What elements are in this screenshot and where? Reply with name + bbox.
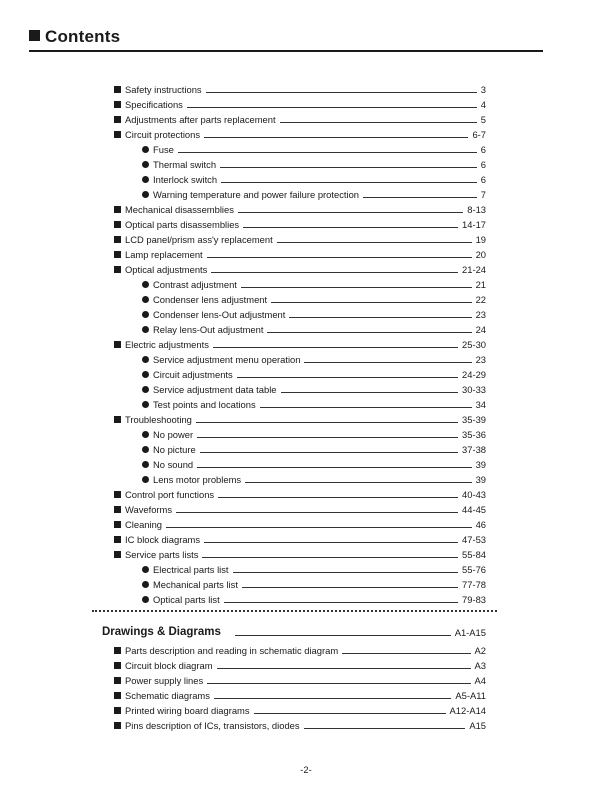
toc-entry-label: Waveforms bbox=[125, 504, 173, 515]
toc-entry-label: No power bbox=[153, 429, 194, 440]
toc-entry[interactable] bbox=[114, 335, 486, 350]
title-rule bbox=[29, 50, 543, 52]
square-bullet-icon bbox=[114, 86, 121, 93]
toc-entry-label: Schematic diagrams bbox=[125, 690, 210, 701]
square-bullet-icon bbox=[114, 251, 121, 258]
toc-entry-page: 39 bbox=[475, 474, 486, 485]
toc-entry[interactable] bbox=[114, 515, 486, 530]
toc-entry-label: Warning temperature and power failure protection bbox=[153, 189, 360, 200]
toc-entry-page: 6 bbox=[480, 174, 486, 185]
toc-entry[interactable] bbox=[114, 395, 486, 410]
toc-entry[interactable] bbox=[114, 290, 486, 305]
leader-line bbox=[211, 272, 458, 273]
toc-entry-label: Specifications bbox=[125, 99, 183, 110]
circle-bullet-icon bbox=[142, 356, 149, 363]
page-title bbox=[29, 27, 120, 51]
leader-line bbox=[243, 227, 458, 228]
toc-entry-label: Condenser lens-Out adjustment bbox=[153, 309, 286, 320]
leader-line bbox=[197, 437, 458, 438]
toc-entry-label: Lens motor problems bbox=[153, 474, 242, 485]
leader-line bbox=[218, 497, 458, 498]
square-bullet-icon bbox=[114, 506, 121, 513]
toc-entry[interactable] bbox=[114, 140, 486, 155]
toc-entry[interactable] bbox=[114, 80, 486, 95]
toc-entry[interactable] bbox=[114, 530, 486, 545]
toc-entry[interactable] bbox=[114, 500, 486, 515]
toc-entry[interactable] bbox=[114, 170, 486, 185]
drawings-title: Drawings & Diagrams bbox=[102, 626, 221, 638]
toc-entry-page: 22 bbox=[475, 294, 486, 305]
square-bullet-icon bbox=[114, 536, 121, 543]
toc-entry-page: 24 bbox=[475, 324, 486, 335]
toc-entry-page: 5 bbox=[480, 114, 486, 125]
square-bullet-icon bbox=[114, 692, 121, 699]
circle-bullet-icon bbox=[142, 596, 149, 603]
toc-entry-page: 7 bbox=[480, 189, 486, 200]
toc-entry-label: Service parts lists bbox=[125, 549, 199, 560]
toc-entry[interactable] bbox=[114, 305, 486, 320]
leader-line bbox=[178, 152, 477, 153]
toc-entry-label: Optical parts disassemblies bbox=[125, 219, 240, 230]
toc-entry[interactable] bbox=[114, 200, 486, 215]
square-bullet-icon bbox=[114, 266, 121, 273]
toc-entry[interactable] bbox=[114, 110, 486, 125]
leader-line bbox=[277, 242, 472, 243]
square-bullet-icon bbox=[114, 131, 121, 138]
toc-entry-label: IC block diagrams bbox=[125, 534, 201, 545]
toc-entry-page: 44-45 bbox=[462, 504, 486, 515]
toc-entry-label: LCD panel/prism ass'y replacement bbox=[125, 234, 273, 245]
leader-line bbox=[213, 347, 458, 348]
toc-entry-page: 21-24 bbox=[462, 264, 486, 275]
toc-entry-page: 46 bbox=[475, 519, 486, 530]
toc-entry-page: 39 bbox=[475, 459, 486, 470]
toc-entry-page: A3 bbox=[474, 660, 486, 671]
toc-entry[interactable] bbox=[114, 125, 486, 140]
toc-entry[interactable] bbox=[114, 590, 486, 605]
circle-bullet-icon bbox=[142, 431, 149, 438]
leader-line bbox=[241, 287, 472, 288]
toc-entry-label: Test points and locations bbox=[153, 399, 256, 410]
leader-line bbox=[233, 572, 458, 573]
toc-list bbox=[114, 80, 486, 605]
toc-entry-label: Power supply lines bbox=[125, 675, 204, 686]
toc-entry-label: Contrast adjustment bbox=[153, 279, 237, 290]
toc-entry-label: Troubleshooting bbox=[125, 414, 192, 425]
square-bullet-icon bbox=[114, 551, 121, 558]
leader-line bbox=[202, 557, 458, 558]
circle-bullet-icon bbox=[142, 176, 149, 183]
toc-entry-page: 77-78 bbox=[462, 579, 486, 590]
leader-line bbox=[220, 167, 477, 168]
dotted-divider bbox=[92, 610, 497, 612]
toc-entry-label: Electric adjustments bbox=[125, 339, 209, 350]
toc-entry-page: 35-39 bbox=[462, 414, 486, 425]
toc-entry[interactable] bbox=[114, 671, 486, 686]
square-bullet-icon bbox=[114, 236, 121, 243]
leader-line bbox=[187, 107, 477, 108]
toc-entry[interactable] bbox=[114, 485, 486, 500]
leader-line bbox=[304, 362, 471, 363]
toc-entry-page: 35-36 bbox=[462, 429, 486, 440]
toc-entry-label: Electrical parts list bbox=[153, 564, 229, 575]
square-bullet-icon bbox=[114, 521, 121, 528]
toc-entry-page: 4 bbox=[480, 99, 486, 110]
leader-line bbox=[207, 683, 470, 684]
leader-line bbox=[280, 122, 477, 123]
toc-entry-label: Cleaning bbox=[125, 519, 163, 530]
circle-bullet-icon bbox=[142, 401, 149, 408]
toc-entry-page: 6 bbox=[480, 159, 486, 170]
toc-entry[interactable] bbox=[114, 455, 486, 470]
toc-entry[interactable] bbox=[114, 575, 486, 590]
page-title-text: Contents bbox=[45, 27, 121, 46]
square-bullet-icon bbox=[114, 221, 121, 228]
leader-line bbox=[271, 302, 471, 303]
toc-entry[interactable] bbox=[114, 230, 486, 245]
square-bullet-icon bbox=[29, 30, 40, 41]
leader-line bbox=[245, 482, 472, 483]
leader-line bbox=[304, 728, 466, 729]
toc-entry[interactable] bbox=[114, 641, 486, 656]
toc-entry[interactable] bbox=[114, 245, 486, 260]
toc-entry-label: Pins description of ICs, transistors, diodes bbox=[125, 720, 300, 731]
toc-entry-label: Service adjustment data table bbox=[153, 384, 277, 395]
circle-bullet-icon bbox=[142, 581, 149, 588]
toc-entry[interactable] bbox=[114, 380, 486, 395]
toc-entry-page: 47-53 bbox=[462, 534, 486, 545]
toc-entry-page: 23 bbox=[475, 354, 486, 365]
toc-entry-label: Thermal switch bbox=[153, 159, 217, 170]
toc-entry[interactable] bbox=[114, 260, 486, 275]
square-bullet-icon bbox=[114, 116, 121, 123]
toc-entry[interactable] bbox=[114, 365, 486, 380]
circle-bullet-icon bbox=[142, 191, 149, 198]
square-bullet-icon bbox=[114, 491, 121, 498]
square-bullet-icon bbox=[114, 662, 121, 669]
toc-entry[interactable] bbox=[114, 185, 486, 200]
toc-entry-page: 3 bbox=[480, 84, 486, 95]
square-bullet-icon bbox=[114, 416, 121, 423]
toc-entry-page: A12-A14 bbox=[449, 705, 486, 716]
circle-bullet-icon bbox=[142, 326, 149, 333]
leader-line bbox=[289, 317, 471, 318]
leader-line bbox=[197, 467, 471, 468]
toc-entry-page: 19 bbox=[475, 234, 486, 245]
leader-line bbox=[235, 635, 451, 636]
circle-bullet-icon bbox=[142, 461, 149, 468]
toc-entry-page: 30-33 bbox=[462, 384, 486, 395]
square-bullet-icon bbox=[114, 206, 121, 213]
square-bullet-icon bbox=[114, 101, 121, 108]
circle-bullet-icon bbox=[142, 446, 149, 453]
leader-line bbox=[196, 422, 458, 423]
toc-entry-page: 24-29 bbox=[462, 369, 486, 380]
toc-entry[interactable] bbox=[114, 545, 486, 560]
toc-entry-label: Circuit protections bbox=[125, 129, 201, 140]
leader-line bbox=[206, 92, 477, 93]
leader-line bbox=[237, 377, 458, 378]
toc-entry-label: Printed wiring board diagrams bbox=[125, 705, 250, 716]
toc-entry[interactable] bbox=[114, 701, 486, 716]
toc-entry-page: 14-17 bbox=[462, 219, 486, 230]
circle-bullet-icon bbox=[142, 566, 149, 573]
toc-entry-label: Mechanical disassemblies bbox=[125, 204, 234, 215]
toc-entry[interactable] bbox=[114, 275, 486, 290]
leader-line bbox=[260, 407, 472, 408]
leader-line bbox=[176, 512, 458, 513]
drawings-section-header[interactable] bbox=[102, 620, 486, 638]
toc-entry-label: Control port functions bbox=[125, 489, 215, 500]
toc-entry[interactable] bbox=[114, 410, 486, 425]
circle-bullet-icon bbox=[142, 161, 149, 168]
toc-entry-label: Circuit adjustments bbox=[153, 369, 233, 380]
leader-line bbox=[238, 212, 463, 213]
square-bullet-icon bbox=[114, 677, 121, 684]
toc-entry[interactable] bbox=[114, 686, 486, 701]
toc-entry-label: No picture bbox=[153, 444, 196, 455]
toc-entry-page: 34 bbox=[475, 399, 486, 410]
page-number: -2- bbox=[300, 764, 312, 775]
leader-line bbox=[204, 542, 458, 543]
leader-line bbox=[204, 137, 468, 138]
toc-entry-label: Optical adjustments bbox=[125, 264, 208, 275]
toc-entry-label: Interlock switch bbox=[153, 174, 218, 185]
toc-entry-label: Mechanical parts list bbox=[153, 579, 238, 590]
toc-entry-label: Safety instructions bbox=[125, 84, 202, 95]
toc-entry[interactable] bbox=[114, 425, 486, 440]
circle-bullet-icon bbox=[142, 281, 149, 288]
leader-line bbox=[166, 527, 472, 528]
leader-line bbox=[207, 257, 472, 258]
toc-entry-page: 55-76 bbox=[462, 564, 486, 575]
toc-entry[interactable] bbox=[114, 656, 486, 671]
toc-entry-label: Optical parts list bbox=[153, 594, 220, 605]
toc-entry-label: Lamp replacement bbox=[125, 249, 203, 260]
leader-line bbox=[224, 602, 458, 603]
leader-line bbox=[254, 713, 446, 714]
toc-entry-page: 25-30 bbox=[462, 339, 486, 350]
circle-bullet-icon bbox=[142, 296, 149, 303]
toc-entry-label: Condenser lens adjustment bbox=[153, 294, 268, 305]
toc-entry-label: Circuit block diagram bbox=[125, 660, 213, 671]
leader-line bbox=[342, 653, 470, 654]
toc-entry-page: A5-A11 bbox=[455, 690, 486, 701]
square-bullet-icon bbox=[114, 707, 121, 714]
toc-entry-page: A2 bbox=[474, 645, 486, 656]
toc-entry-page: 6-7 bbox=[472, 129, 486, 140]
toc-entry[interactable] bbox=[114, 470, 486, 485]
leader-line bbox=[214, 698, 451, 699]
leader-line bbox=[221, 182, 477, 183]
toc-entry-label: Adjustments after parts replacement bbox=[125, 114, 276, 125]
toc-entry-page: 23 bbox=[475, 309, 486, 320]
toc-entry[interactable] bbox=[114, 440, 486, 455]
square-bullet-icon bbox=[114, 341, 121, 348]
leader-line bbox=[267, 332, 471, 333]
toc-entry[interactable] bbox=[114, 560, 486, 575]
toc-entry[interactable] bbox=[114, 95, 486, 110]
circle-bullet-icon bbox=[142, 371, 149, 378]
toc-entry-page: 40-43 bbox=[462, 489, 486, 500]
circle-bullet-icon bbox=[142, 476, 149, 483]
toc-entry-label: Service adjustment menu operation bbox=[153, 354, 301, 365]
leader-line bbox=[200, 452, 458, 453]
leader-line bbox=[281, 392, 459, 393]
circle-bullet-icon bbox=[142, 311, 149, 318]
square-bullet-icon bbox=[114, 722, 121, 729]
circle-bullet-icon bbox=[142, 386, 149, 393]
toc-entry-page: 79-83 bbox=[462, 594, 486, 605]
square-bullet-icon bbox=[114, 647, 121, 654]
toc-entry-page: 6 bbox=[480, 144, 486, 155]
drawings-list bbox=[114, 641, 486, 731]
toc-entry-label: Relay lens-Out adjustment bbox=[153, 324, 264, 335]
toc-entry-page: 55-84 bbox=[462, 549, 486, 560]
drawings-page: A1-A15 bbox=[454, 627, 486, 638]
leader-line bbox=[217, 668, 471, 669]
toc-entry-page: 20 bbox=[475, 249, 486, 260]
leader-line bbox=[242, 587, 458, 588]
toc-entry[interactable] bbox=[114, 215, 486, 230]
toc-entry-label: Parts description and reading in schematic diagram bbox=[125, 645, 339, 656]
toc-entry-label: Fuse bbox=[153, 144, 174, 155]
toc-entry[interactable] bbox=[114, 320, 486, 335]
circle-bullet-icon bbox=[142, 146, 149, 153]
toc-entry-page: A15 bbox=[469, 720, 486, 731]
leader-line bbox=[363, 197, 477, 198]
toc-entry-page: 37-38 bbox=[462, 444, 486, 455]
toc-entry-page: 21 bbox=[475, 279, 486, 290]
toc-entry[interactable] bbox=[114, 716, 486, 731]
toc-entry-label: No sound bbox=[153, 459, 194, 470]
toc-entry-page: A4 bbox=[474, 675, 486, 686]
toc-entry[interactable] bbox=[114, 155, 486, 170]
toc-entry-page: 8-13 bbox=[467, 204, 486, 215]
toc-entry[interactable] bbox=[114, 350, 486, 365]
